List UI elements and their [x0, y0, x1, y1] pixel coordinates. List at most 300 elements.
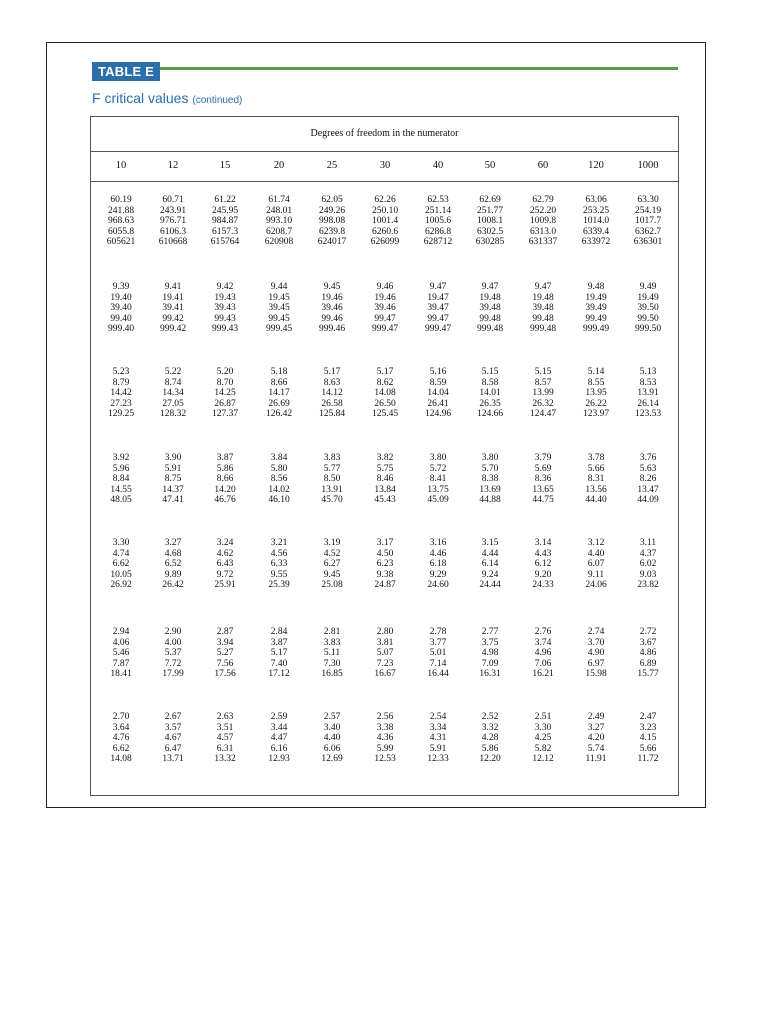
table-cell: 4.20 [587, 733, 605, 744]
table-cell: 999.47 [371, 324, 399, 335]
table-cell: 12.93 [268, 754, 290, 765]
table-cell: 16.44 [427, 669, 449, 680]
table-cell: 624017 [317, 237, 347, 248]
table-cell: 9.39 [112, 282, 130, 292]
table-cell: 99.48 [532, 313, 554, 324]
table-cell: 99.47 [427, 313, 449, 324]
table-cell: 13.84 [374, 484, 396, 495]
table-cell: 44.88 [479, 495, 501, 506]
table-cell: 968.63 [107, 216, 135, 227]
table-cell: 26.69 [268, 398, 290, 409]
table-cell: 19.47 [427, 292, 449, 303]
table-cell: 5.27 [216, 648, 234, 659]
table-cell: 8.66 [270, 377, 288, 388]
table-cell: 6208.7 [265, 226, 293, 237]
table-cell: 16.21 [532, 669, 554, 680]
table-cell: 243.91 [159, 205, 187, 216]
table-cell: 248.01 [265, 205, 293, 216]
table-cell: 4.74 [112, 548, 130, 559]
table-cell: 5.18 [270, 367, 288, 377]
table-cell: 4.50 [376, 548, 394, 559]
column-header: 120 [588, 160, 604, 171]
table-cell: 4.90 [587, 648, 605, 659]
table-cell: 251.14 [424, 205, 452, 216]
table-cell: 14.08 [110, 754, 132, 765]
table-cell: 13.99 [532, 388, 554, 399]
table-cell: 4.98 [481, 648, 499, 659]
table-cell: 125.84 [318, 409, 346, 420]
table-cell: 3.44 [270, 722, 288, 733]
table-cell: 61.22 [214, 195, 236, 205]
table-cell: 9.11 [587, 569, 605, 580]
table-cell: 4.40 [587, 548, 605, 559]
table-cell: 3.70 [587, 637, 605, 648]
table-cell: 2.52 [481, 712, 499, 722]
table-cell: 3.16 [429, 538, 447, 548]
table-cell: 999.43 [211, 324, 239, 335]
table-subtitle [92, 90, 242, 106]
table-cell: 10.05 [110, 569, 132, 580]
table-cell: 5.63 [639, 463, 657, 474]
table-cell: 4.62 [216, 548, 234, 559]
table-cell: 5.72 [429, 463, 447, 474]
column-header: 10 [115, 160, 127, 171]
table-cell: 8.50 [323, 474, 341, 485]
table-cell: 5.75 [376, 463, 394, 474]
table-cell: 39.48 [532, 303, 554, 314]
table-cell: 5.01 [429, 648, 447, 659]
table-cell: 39.50 [637, 303, 659, 314]
table-cell: 19.49 [637, 292, 659, 303]
table-cell: 60.71 [162, 195, 184, 205]
table-cell: 2.90 [164, 627, 182, 637]
table-cell: 39.49 [585, 303, 607, 314]
table-cell: 27.23 [110, 398, 132, 409]
table-cell: 19.40 [110, 292, 132, 303]
table-cell: 6.52 [164, 559, 182, 570]
table-cell: 2.77 [481, 627, 499, 637]
table-cell: 3.80 [481, 453, 499, 463]
table-cell: 39.45 [268, 303, 290, 314]
table-cell: 5.99 [376, 743, 394, 754]
table-cell: 4.86 [639, 648, 657, 659]
table-cell: 999.45 [265, 324, 293, 335]
table-cell: 5.70 [481, 463, 499, 474]
table-cell: 4.96 [534, 648, 552, 659]
table-cell: 99.45 [268, 313, 290, 324]
table-cell: 3.80 [429, 453, 447, 463]
table-cell: 631337 [528, 237, 558, 248]
table-cell: 62.79 [532, 195, 554, 205]
column-header: 25 [326, 160, 338, 171]
table-cell: 9.45 [323, 569, 341, 580]
subtitle-continued: (continued) [192, 95, 243, 106]
table-cell: 9.47 [481, 282, 499, 292]
table-cell: 3.79 [534, 453, 552, 463]
table-header-label: Degrees of freedom in the numerator [91, 117, 678, 152]
table-cell: 8.38 [481, 474, 499, 485]
table-cell: 2.54 [429, 712, 447, 722]
table-cell: 5.23 [112, 367, 130, 377]
table-cell: 9.47 [534, 282, 552, 292]
table-cell: 5.13 [639, 367, 657, 377]
table-cell: 3.81 [376, 637, 394, 648]
table-cell: 999.46 [318, 324, 346, 335]
table-cell: 14.02 [268, 484, 290, 495]
table-cell: 3.34 [429, 722, 447, 733]
table-cell: 19.41 [162, 292, 184, 303]
table-cell: 13.65 [532, 484, 554, 495]
table-cell: 5.66 [639, 743, 657, 754]
table-cell: 6.62 [112, 559, 130, 570]
table-cell: 6.14 [481, 559, 499, 570]
f-critical-table [90, 116, 679, 796]
table-cell: 3.30 [534, 722, 552, 733]
table-cell: 25.91 [214, 580, 236, 591]
table-cell: 16.31 [479, 669, 501, 680]
table-cell: 5.17 [323, 367, 341, 377]
table-cell: 1008.1 [476, 216, 504, 227]
table-cell: 6.89 [639, 658, 657, 669]
table-cell: 3.14 [534, 538, 552, 548]
table-cell: 998.08 [318, 216, 346, 227]
table-cell: 47.41 [162, 495, 184, 506]
table-cell: 13.75 [427, 484, 449, 495]
table-cell: 633972 [581, 237, 611, 248]
table-cell: 2.51 [534, 712, 552, 722]
table-cell: 3.77 [429, 637, 447, 648]
table-cell: 6.33 [270, 559, 288, 570]
table-cell: 4.40 [323, 733, 341, 744]
table-cell: 1005.6 [424, 216, 452, 227]
table-cell: 3.76 [639, 453, 657, 463]
table-cell: 2.59 [270, 712, 288, 722]
table-cell: 3.90 [164, 453, 182, 463]
table-cell: 5.86 [481, 743, 499, 754]
table-cell: 8.66 [216, 474, 234, 485]
table-cell: 14.01 [479, 388, 501, 399]
table-cell: 99.43 [214, 313, 236, 324]
table-cell: 4.36 [376, 733, 394, 744]
table-cell: 14.12 [321, 388, 343, 399]
table-cell: 9.41 [164, 282, 182, 292]
column-header: 1000 [637, 160, 659, 171]
table-cell: 3.27 [164, 538, 182, 548]
table-cell: 4.37 [639, 548, 657, 559]
table-cell: 4.52 [323, 548, 341, 559]
table-cell: 636301 [633, 237, 663, 248]
table-cell: 9.20 [534, 569, 552, 580]
column-header: 30 [379, 160, 391, 171]
table-cell: 5.15 [534, 367, 552, 377]
table-cell: 6.31 [216, 743, 234, 754]
table-cell: 14.42 [110, 388, 132, 399]
table-cell: 4.67 [164, 733, 182, 744]
table-cell: 3.40 [323, 722, 341, 733]
table-cell: 9.48 [587, 282, 605, 292]
table-cell: 2.67 [164, 712, 182, 722]
subtitle-text: F critical values [92, 90, 189, 106]
table-cell: 99.48 [479, 313, 501, 324]
table-cell: 4.15 [639, 733, 657, 744]
table-cell: 4.76 [112, 733, 130, 744]
table-cell: 15.77 [637, 669, 659, 680]
table-cell: 7.14 [429, 658, 447, 669]
table-cell: 39.46 [321, 303, 343, 314]
table-cell: 6.43 [216, 559, 234, 570]
table-cell: 13.91 [321, 484, 343, 495]
table-cell: 3.92 [112, 453, 130, 463]
table-cell: 2.57 [323, 712, 341, 722]
table-cell: 26.92 [110, 580, 132, 591]
table-cell: 8.79 [112, 377, 130, 388]
table-cell: 5.66 [587, 463, 605, 474]
table-cell: 24.60 [427, 580, 449, 591]
table-cell: 9.55 [270, 569, 288, 580]
table-cell: 8.75 [164, 474, 182, 485]
table-cell: 6.97 [587, 658, 605, 669]
table-cell: 250.10 [371, 205, 399, 216]
table-cell: 9.46 [376, 282, 394, 292]
table-cell: 63.06 [585, 195, 607, 205]
table-cell: 3.67 [639, 637, 657, 648]
table-cell: 44.75 [532, 495, 554, 506]
table-cell: 999.49 [582, 324, 610, 335]
table-cell: 628712 [423, 237, 453, 248]
table-cell: 14.37 [162, 484, 184, 495]
table-cell: 17.12 [268, 669, 290, 680]
table-cell: 12.33 [427, 754, 449, 765]
table-cell: 5.46 [112, 648, 130, 659]
table-cell: 8.26 [639, 474, 657, 485]
table-cell: 9.89 [164, 569, 182, 580]
table-cell: 26.32 [532, 398, 554, 409]
table-cell: 39.48 [479, 303, 501, 314]
table-cell: 7.72 [164, 658, 182, 669]
table-cell: 123.53 [634, 409, 662, 420]
table-cell: 1017.7 [634, 216, 662, 227]
table-cell: 62.53 [427, 195, 449, 205]
table-cell: 12.53 [374, 754, 396, 765]
table-cell: 630285 [475, 237, 505, 248]
table-cell: 249.26 [318, 205, 346, 216]
table-cell: 8.70 [216, 377, 234, 388]
table-cell: 6339.4 [582, 226, 610, 237]
table-cell: 3.24 [216, 538, 234, 548]
table-cell: 44.40 [585, 495, 607, 506]
table-cell: 2.80 [376, 627, 394, 637]
table-cell: 8.84 [112, 474, 130, 485]
table-cell: 17.56 [214, 669, 236, 680]
table-cell: 16.85 [321, 669, 343, 680]
table-cell: 5.11 [323, 648, 341, 659]
table-cell: 3.87 [216, 453, 234, 463]
table-cell: 7.30 [323, 658, 341, 669]
table-cell: 976.71 [159, 216, 187, 227]
table-cell: 2.84 [270, 627, 288, 637]
table-cell: 3.23 [639, 722, 657, 733]
table-cell: 2.56 [376, 712, 394, 722]
table-cell: 3.75 [481, 637, 499, 648]
table-cell: 26.14 [637, 398, 659, 409]
table-cell: 13.71 [162, 754, 184, 765]
table-cell: 6.23 [376, 559, 394, 570]
table-cell: 6.12 [534, 559, 552, 570]
table-cell: 6.02 [639, 559, 657, 570]
table-cell: 8.56 [270, 474, 288, 485]
table-cell: 626099 [370, 237, 400, 248]
table-cell: 6362.7 [634, 226, 662, 237]
table-cell: 99.40 [110, 313, 132, 324]
table-cell: 999.47 [424, 324, 452, 335]
table-cell: 5.16 [429, 367, 447, 377]
table-cell: 5.22 [164, 367, 182, 377]
table-cell: 25.08 [321, 580, 343, 591]
table-cell: 99.46 [321, 313, 343, 324]
table-cell: 1009.8 [529, 216, 557, 227]
table-cell: 4.47 [270, 733, 288, 744]
table-cell: 984.87 [211, 216, 239, 227]
table-cell: 241.88 [107, 205, 135, 216]
table-cell: 9.29 [429, 569, 447, 580]
table-cell: 2.87 [216, 627, 234, 637]
table-cell: 4.46 [429, 548, 447, 559]
table-cell: 24.06 [585, 580, 607, 591]
table-cell: 5.69 [534, 463, 552, 474]
column-header: 40 [432, 160, 444, 171]
table-cell: 5.15 [481, 367, 499, 377]
table-cell: 3.64 [112, 722, 130, 733]
table-cell: 6.18 [429, 559, 447, 570]
table-cell: 14.04 [427, 388, 449, 399]
table-cell: 999.42 [159, 324, 187, 335]
table-cell: 3.11 [639, 538, 657, 548]
table-cell: 4.25 [534, 733, 552, 744]
table-cell: 5.96 [112, 463, 130, 474]
table-cell: 5.37 [164, 648, 182, 659]
table-cell: 8.62 [376, 377, 394, 388]
table-cell: 24.87 [374, 580, 396, 591]
table-cell: 3.74 [534, 637, 552, 648]
table-cell: 19.46 [374, 292, 396, 303]
table-cell: 8.41 [429, 474, 447, 485]
table-cell: 5.17 [376, 367, 394, 377]
table-cell: 252.20 [529, 205, 557, 216]
table-cell: 4.44 [481, 548, 499, 559]
table-cell: 6.07 [587, 559, 605, 570]
table-cell: 127.37 [211, 409, 239, 420]
table-cell: 999.48 [476, 324, 504, 335]
table-cell: 129.25 [107, 409, 135, 420]
table-cell: 24.44 [479, 580, 501, 591]
table-cell: 6239.8 [318, 226, 346, 237]
table-cell: 5.91 [164, 463, 182, 474]
table-cell: 39.41 [162, 303, 184, 314]
table-cell: 26.87 [214, 398, 236, 409]
title-rule [92, 67, 678, 70]
table-cell: 99.50 [637, 313, 659, 324]
table-cell: 39.46 [374, 303, 396, 314]
table-cell: 4.31 [429, 733, 447, 744]
table-cell: 3.82 [376, 453, 394, 463]
table-cell: 46.10 [268, 495, 290, 506]
table-cell: 993.10 [265, 216, 293, 227]
table-cell: 3.78 [587, 453, 605, 463]
table-cell: 26.22 [585, 398, 607, 409]
table-cell: 7.87 [112, 658, 130, 669]
table-cell: 8.57 [534, 377, 552, 388]
table-cell: 4.43 [534, 548, 552, 559]
table-cell: 12.69 [321, 754, 343, 765]
column-header: 20 [273, 160, 285, 171]
table-cell: 9.38 [376, 569, 394, 580]
table-cell: 123.97 [582, 409, 610, 420]
table-cell: 4.00 [164, 637, 182, 648]
table-cell: 605621 [106, 237, 136, 248]
table-cell: 13.56 [585, 484, 607, 495]
table-cell: 19.46 [321, 292, 343, 303]
table-cell: 13.91 [637, 388, 659, 399]
table-cell: 62.05 [321, 195, 343, 205]
table-cell: 12.12 [532, 754, 554, 765]
table-cell: 6.47 [164, 743, 182, 754]
table-cell: 9.49 [639, 282, 657, 292]
table-cell: 5.74 [587, 743, 605, 754]
column-header: 15 [219, 160, 231, 171]
table-cell: 8.58 [481, 377, 499, 388]
table-cell: 14.08 [374, 388, 396, 399]
table-cell: 2.76 [534, 627, 552, 637]
table-cell: 11.72 [637, 754, 659, 765]
table-cell: 6.16 [270, 743, 288, 754]
table-cell: 2.49 [587, 712, 605, 722]
table-cell: 254.19 [634, 205, 662, 216]
table-cell: 39.43 [214, 303, 236, 314]
table-cell: 8.59 [429, 377, 447, 388]
table-cell: 19.45 [268, 292, 290, 303]
table-cell: 12.20 [479, 754, 501, 765]
table-cell: 9.03 [639, 569, 657, 580]
table-cell: 99.42 [162, 313, 184, 324]
table-cell: 11.91 [585, 754, 607, 765]
table-cell: 6.27 [323, 559, 341, 570]
table-cell: 7.23 [376, 658, 394, 669]
table-cell: 14.25 [214, 388, 236, 399]
table-cell: 5.91 [429, 743, 447, 754]
table-cell: 8.55 [587, 377, 605, 388]
table-cell: 25.39 [268, 580, 290, 591]
column-header: 50 [484, 160, 496, 171]
table-cell: 610668 [158, 237, 188, 248]
table-cell: 2.63 [216, 712, 234, 722]
column-header: 12 [167, 160, 179, 171]
table-cell: 7.06 [534, 658, 552, 669]
table-cell: 16.67 [374, 669, 396, 680]
table-cell: 6.06 [323, 743, 341, 754]
table-cell: 45.09 [427, 495, 449, 506]
table-cell: 18.41 [110, 669, 132, 680]
table-cell: 27.05 [162, 398, 184, 409]
table-cell: 5.80 [270, 463, 288, 474]
table-cell: 3.17 [376, 538, 394, 548]
table-cell: 46.76 [214, 495, 236, 506]
table-cell: 63.30 [637, 195, 659, 205]
table-cell: 8.63 [323, 377, 341, 388]
table-cell: 128.32 [159, 409, 187, 420]
table-cell: 3.27 [587, 722, 605, 733]
table-cell: 8.36 [534, 474, 552, 485]
table-cell: 48.05 [110, 495, 132, 506]
